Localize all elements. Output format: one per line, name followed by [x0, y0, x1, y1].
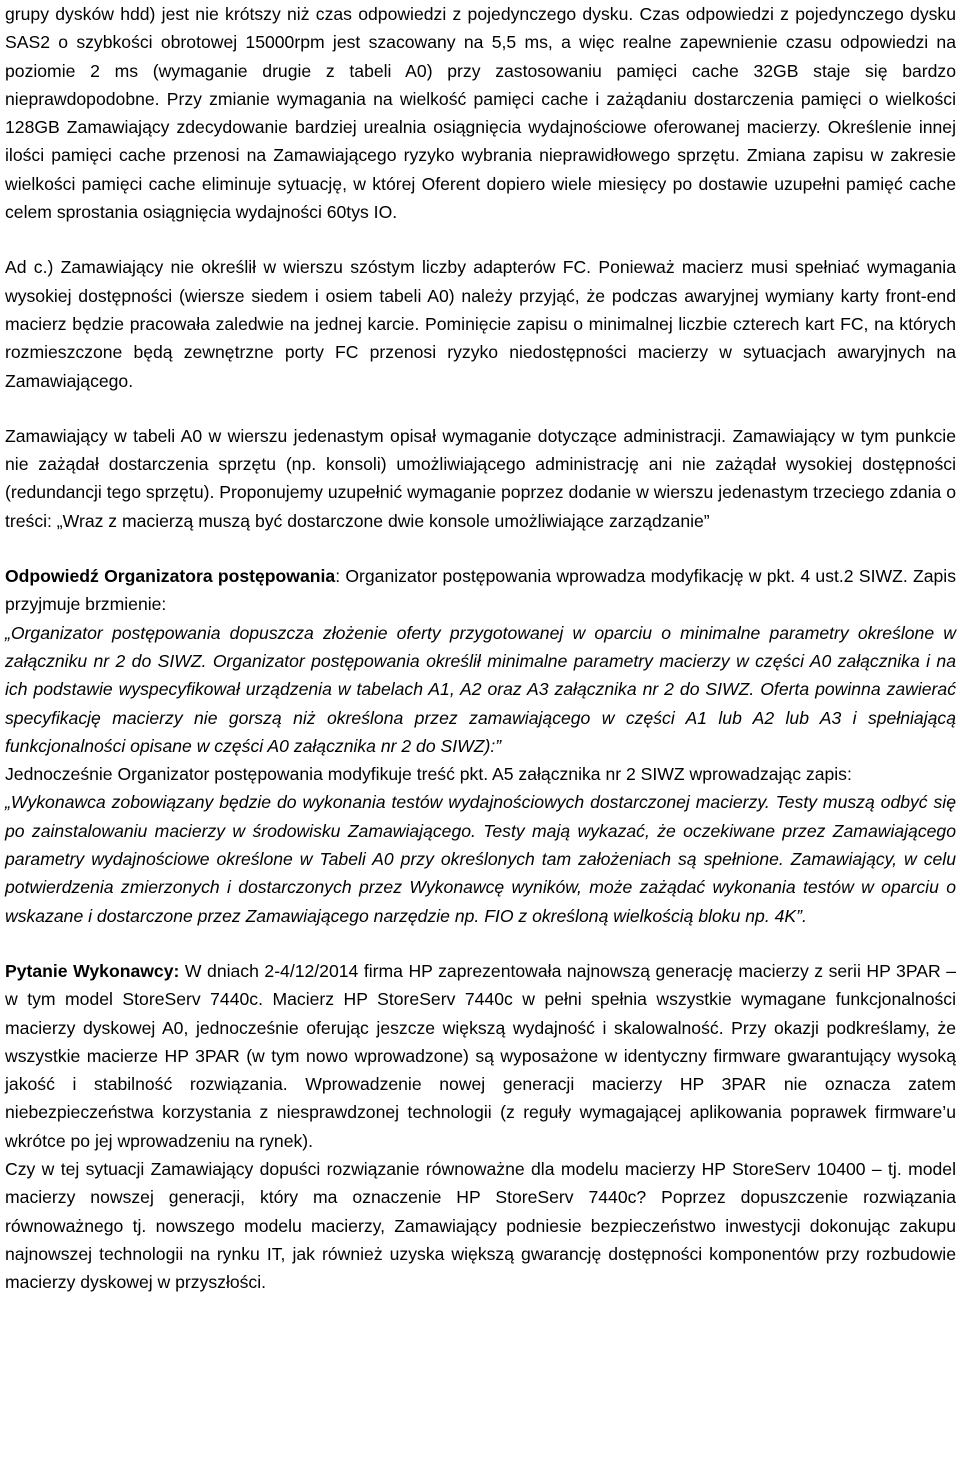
paragraph-cache-justification: grupy dysków hdd) jest nie krótszy niż czas odpowiedzi z pojedynczego dysku. Czas odpowiedzi z pojedynczego dysku SAS2 o szybkości obrotowej 15000rpm jest szacowany na 5,5 ms, a więc realne zapewnienie czasu odpowiedzi na poziomie 2 ms (wymaganie drugie z tabeli A0) przy zastosowaniu pamięci cache 32GB staje się bardzo nieprawdopodobne. Przy zmianie wymagania na wielkość pamięci cache i zażądaniu dostarczenia pamięci o wielkości 128GB Zamawiający zdecydowanie bardziej urealnia osiągnięcia wydajnościowe oferowanej macierzy. Określenie innej ilości pamięci cache przenosi na Zamawiającego ryzyko wybrania nieprawidłowego sprzętu. Zmiana zapisu w zakresie wielkości pamięci cache eliminuje sytuację, w której Oferent dopiero wiele miesięcy po dostawie uzupełni pamięć cache celem sprostania osiągnięcia wydajności 60tys IO. [5, 4, 956, 223]
answer-modification-text: Jednocześnie Organizator postępowania modyfikuje treść pkt. A5 załącznika nr 2 SIWZ wprowadzając zapis: [5, 764, 852, 785]
paragraph-administration: Zamawiający w tabeli A0 w wierszu jedenastym opisał wymaganie dotyczące administracji. Zamawiający w tym punkcie nie zażądał dostarczenia sprzętu (np. konsoli) umożliwiającego administrację ani nie zażądał wysokiej dostępności (redundancji tego sprzętu). Proponujemy uzupełnić wymaganie poprzez dodanie w wierszu jedenastym trzeciego zdania o treści: „Wraz z macierzą muszą być dostarczone dwie konsole umożliwiające zarządzanie” [5, 425, 956, 531]
answer-quote-siwz: „Organizator postępowania dopuszcza złożenie oferty przygotowanej w oparciu o minimalne parametry określone w załączniku nr 2 do SIWZ. Organizator postępowania określił minimalne parametry macierzy w części A0 załącznika i na ich podstawie wyspecyfikował urządzenia w tabelach A1, A2 oraz A3 załącznika nr 2 do SIWZ. Oferta powinna zawierać specyfikację macierzy nie gorszą niż określona przez zamawiającego w części A1 lub A2 lub A3 i spełniającą funkcjonalności opisane w części A0 załącznika nr 2 do SIWZ):” [5, 622, 956, 756]
question-text: W dniach 2-4/12/2014 firma HP zaprezentowała najnowszą generację macierzy z serii HP 3PAR – w tym model StoreServ 7440c. Macierz HP StoreServ 7440c w pełni spełnia wszystkie wymagane funkcjonalności macierzy dyskowej A0, jednocześnie oferując jeszcze większą wydajność i skalowalność. Przy okazji podkreślamy, że wszystkie macierze HP 3PAR (w tym nowo wprowadzone) są wyposażone w identyczny firmware gwarantujący wysoką jakość i stabilność rozwiązania. Wprowadzenie nowej generacji macierzy HP 3PAR nie oznacza zatem niebezpieczeństwa korzystania z niesprawdzonej technologii (z reguły wymagającej aplikowania poprawek firmware’u wkrótce po jej wprowadzeniu na rynek). [5, 960, 956, 1151]
answer-paragraph [5, 562, 956, 619]
paragraph-fc-adapters: Ad c.) Zamawiający nie określił w wierszu szóstym liczby adapterów FC. Ponieważ macierz musi spełniać wymagania wysokiej dostępności (wiersze siedem i osiem tabeli A0) należy przyjąć, że podczas awaryjnej wymiany karty front-end macierz będzie pracowała zaledwie na jednej karcie. Pominięcie zapisu o minimalnej liczbie czterech kart FC, na których rozmieszczone będą zewnętrzne porty FC przenosi ryzyko niedostępności macierzy w sytuacjach awaryjnych na Zamawiającego. [5, 257, 956, 391]
question-paragraph-2: Czy w tej sytuacji Zamawiający dopuści rozwiązanie równoważne dla modelu macierzy HP StoreServ 10400 – tj. model macierzy nowszej generacji, który ma oznaczenie HP StoreServ 7440c? Poprzez dopuszczenie rozwiązania równoważnego tj. nowszego modelu macierzy, Zamawiający podniesie bezpieczeństwo inwestycji dokonując zakupu najnowszej technologii na rynku IT, jak również uzyska większą gwarancję dostępności komponentów przy rozbudowie macierzy dyskowej w przyszłości. [5, 1158, 956, 1293]
answer-text: : Organizator postępowania wprowadza modyfikację w pkt. 4 ust.2 SIWZ. Zapis przyjmuje brzmienie: [5, 566, 956, 615]
answer-label: Odpowiedź Organizatora postępowania [5, 566, 336, 587]
question-paragraph [5, 957, 956, 1155]
question-label: Pytanie Wykonawcy: [5, 960, 180, 981]
answer-quote-tests: „Wykonawca zobowiązany będzie do wykonania testów wydajnościowych dostarczonej macierzy. Testy muszą odbyć się po zainstalowaniu macierzy w środowisku Zamawiającego. Testy mają wykazać, że oczekiwane przez Zamawiającego parametry wydajnościowe określone w Tabeli A0 przy określonych tam założeniach są spełnione. Zamawiający, w celu potwierdzenia zmierzonych i dostarczonych przez Wykonawcę wyników, może zażądać wykonania testów w oparciu o wskazane i dostarczone przez Zamawiającego narzędzie np. FIO z określoną wielkością bloku np. 4K”. [5, 792, 956, 926]
